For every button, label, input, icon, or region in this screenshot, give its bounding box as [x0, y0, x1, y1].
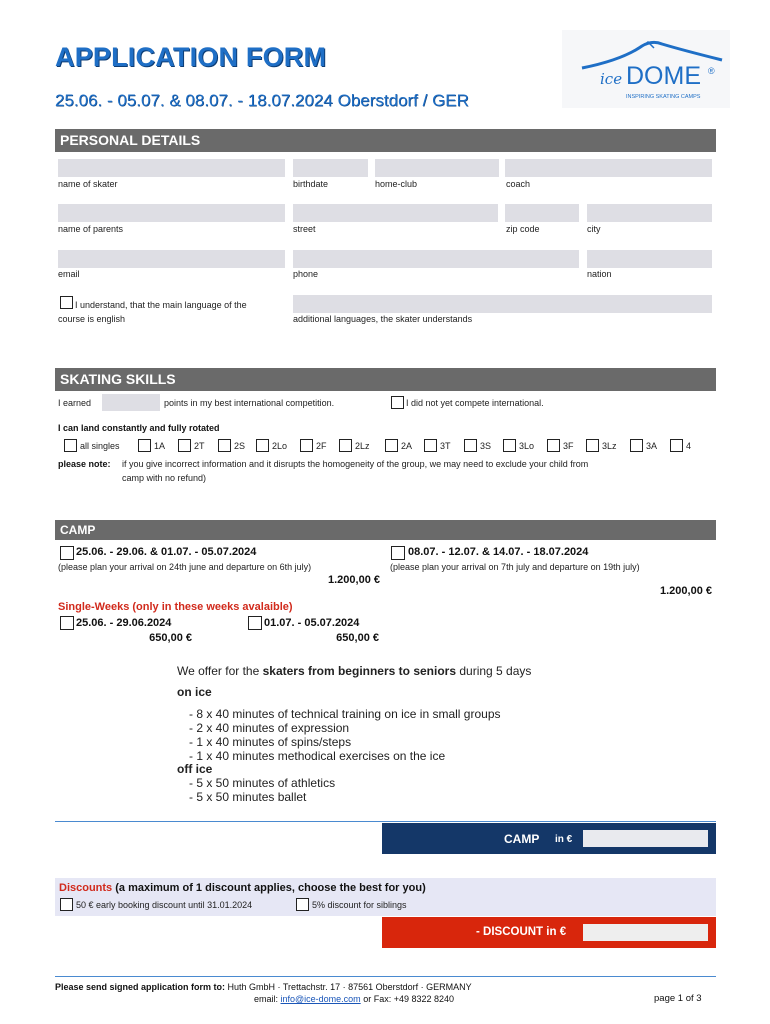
birthdate-field[interactable] [293, 159, 368, 177]
logo-ice: ice [600, 70, 623, 88]
jump-checkbox[interactable] [64, 439, 77, 452]
nation-field[interactable] [587, 250, 712, 268]
option2-price: 1.200,00 € [660, 585, 712, 597]
coach-field[interactable] [505, 159, 712, 177]
name-of-skater-label: name of skater [58, 179, 118, 189]
form-subtitle: 25.06. - 05.07. & 08.07. - 18.07.2024 Oberstdorf / GER [55, 91, 469, 110]
divider-footer [55, 976, 716, 977]
jump-checkbox[interactable] [138, 439, 151, 452]
jump-label: 2S [234, 441, 246, 451]
fax-text: or Fax: +49 8322 8240 [360, 994, 455, 1004]
off-ice-heading: off ice [177, 762, 213, 776]
jump-checkbox[interactable] [547, 439, 560, 452]
divider-camp [55, 821, 716, 822]
option2-note: (please plan your arrival on 7th july and departure on 19th july) [390, 562, 640, 572]
name-of-parents-field[interactable] [58, 204, 285, 222]
jump-checkbox[interactable] [385, 439, 398, 452]
logo-tagline: INSPIRING SKATING CAMPS [626, 94, 701, 100]
note-label: please note: [58, 459, 111, 469]
email-field[interactable] [58, 250, 285, 268]
discounts-title: Discounts [59, 882, 113, 894]
form-title: APPLICATION FORM [55, 42, 327, 72]
section-skating-skills: SKATING SKILLS [55, 368, 716, 391]
on-ice-item: - 1 x 40 minutes methodical exercises on the ice [189, 749, 446, 763]
week2-price: 650,00 € [336, 632, 379, 644]
jump-checkbox[interactable] [503, 439, 516, 452]
logo-dome: DOME [626, 62, 701, 90]
jump-checkbox[interactable] [178, 439, 191, 452]
english-language-line1: I understand, that the main language of the [75, 300, 247, 310]
option1-note: (please plan your arrival on 24th june and departure on 6th july) [58, 562, 312, 572]
discount-total-bar [382, 917, 716, 948]
note-line2: camp with no refund) [122, 473, 207, 483]
email-label: email [58, 269, 80, 279]
land-heading: I can land constantly and fully rotated [58, 423, 220, 433]
early-booking-checkbox[interactable] [60, 898, 73, 911]
additional-languages-label: additional languages, the skater understands [293, 314, 473, 324]
email-prefix: email: [254, 994, 281, 1004]
zip-code-field[interactable] [505, 204, 579, 222]
offer-sentence [177, 664, 531, 678]
jump-checkbox[interactable] [339, 439, 352, 452]
additional-languages-field[interactable] [293, 295, 712, 313]
points-field[interactable] [102, 394, 160, 411]
jump-label: 2T [194, 441, 205, 451]
name-of-skater-field[interactable] [58, 159, 285, 177]
on-ice-item: - 8 x 40 minutes of technical training on ice in small groups [189, 707, 501, 721]
week1-price: 650,00 € [149, 632, 192, 644]
address-text: Huth GmbH · Trettachstr. 17 · 87561 Oberstdorf · GERMANY [225, 982, 472, 992]
english-language-checkbox[interactable] [60, 296, 73, 309]
not-compete-checkbox[interactable] [391, 396, 404, 409]
on-ice-heading: on ice [177, 685, 212, 699]
camp-total-label: CAMP [504, 832, 540, 846]
jump-label: 3F [563, 441, 574, 451]
week1-title: 25.06. - 29.06.2024 [76, 617, 172, 629]
jump-checkbox[interactable] [670, 439, 683, 452]
send-to-line [55, 982, 472, 992]
on-ice-item: - 1 x 40 minutes of spins/steps [189, 735, 352, 749]
week2-checkbox[interactable] [248, 616, 262, 630]
section-personal-details: PERSONAL DETAILS [55, 129, 716, 152]
points-label: points in my best international competition. [164, 398, 335, 408]
nation-label: nation [587, 269, 612, 279]
discounts-subtitle: (a maximum of 1 discount applies, choose the best for you) [112, 882, 426, 894]
early-booking-label: 50 € early booking discount until 31.01.2024 [76, 900, 253, 910]
jump-label: 2Lz [355, 441, 370, 451]
option1-price: 1.200,00 € [328, 574, 380, 586]
jump-checkbox[interactable] [630, 439, 643, 452]
zip-code-label: zip code [506, 224, 540, 234]
single-weeks-heading: Single-Weeks (only in these weeks avalaible) [58, 601, 293, 613]
note-line1: if you give incorrect information and it disrupts the homogeneity of the group, we may need to exclude your child from [122, 459, 589, 469]
home-club-label: home-club [375, 179, 418, 189]
english-language-line2: course is english [58, 314, 126, 324]
logo-registered: ® [708, 66, 715, 76]
section-camp: CAMP [55, 520, 716, 540]
phone-label: phone [293, 269, 319, 279]
send-label: Please send signed application form to: [55, 982, 226, 992]
camp-total-field[interactable] [583, 830, 708, 847]
not-compete-label: I did not yet compete international. [406, 398, 544, 408]
option1-title: 25.06. - 29.06. & 01.07. - 05.07.2024 [76, 546, 257, 558]
week1-checkbox[interactable] [60, 616, 74, 630]
icedome-logo [562, 30, 730, 108]
i-earned-label: I earned [58, 398, 92, 408]
jump-label: 3Lz [602, 441, 617, 451]
email-link[interactable]: info@ice-dome.com [280, 994, 361, 1004]
jump-label: 4 [686, 441, 692, 451]
siblings-checkbox[interactable] [296, 898, 309, 911]
week2-title: 01.07. - 05.07.2024 [264, 617, 360, 629]
jump-label: 2Lo [272, 441, 288, 451]
city-field[interactable] [587, 204, 712, 222]
jump-label: 3A [646, 441, 658, 451]
city-label: city [587, 224, 601, 234]
jump-label: 3S [480, 441, 492, 451]
camp-total-bar [382, 823, 716, 854]
jump-label: 2F [316, 441, 327, 451]
discount-total-field[interactable] [583, 924, 708, 941]
jump-checkbox[interactable] [218, 439, 231, 452]
jump-checkbox[interactable] [464, 439, 477, 452]
page-number: page 1 of 3 [654, 993, 702, 1004]
option2-title: 08.07. - 12.07. & 14.07. - 18.07.2024 [408, 546, 589, 558]
jump-checkbox[interactable] [424, 439, 437, 452]
birthdate-label: birthdate [293, 179, 329, 189]
home-club-field[interactable] [375, 159, 499, 177]
off-ice-item: - 5 x 50 minutes of athletics [189, 776, 336, 790]
option1-checkbox[interactable] [60, 546, 74, 560]
jump-label: 3Lo [519, 441, 535, 451]
jump-label: all singles [80, 441, 120, 451]
street-label: street [293, 224, 316, 234]
jump-checkbox[interactable] [300, 439, 313, 452]
jump-checkbox[interactable] [586, 439, 599, 452]
discount-total-label: - DISCOUNT in € [476, 926, 567, 938]
jump-label: 3T [440, 441, 451, 451]
phone-field[interactable] [293, 250, 579, 268]
coach-label: coach [506, 179, 531, 189]
option2-checkbox[interactable] [391, 546, 405, 560]
name-of-parents-label: name of parents [58, 224, 124, 234]
siblings-label: 5% discount for siblings [312, 900, 407, 910]
jump-label: 1A [154, 441, 166, 451]
off-ice-item: - 5 x 50 minutes ballet [189, 790, 307, 804]
discounts-heading [59, 882, 426, 894]
jump-label: 2A [401, 441, 413, 451]
contact-line [254, 994, 454, 1004]
camp-total-suffix: in € [555, 834, 573, 845]
offer-pre: We offer for the [177, 664, 263, 678]
street-field[interactable] [293, 204, 498, 222]
on-ice-item: - 2 x 40 minutes of expression [189, 721, 350, 735]
jump-checkbox[interactable] [256, 439, 269, 452]
offer-bold: skaters from beginners to seniors [262, 664, 457, 678]
offer-post: during 5 days [456, 664, 532, 678]
